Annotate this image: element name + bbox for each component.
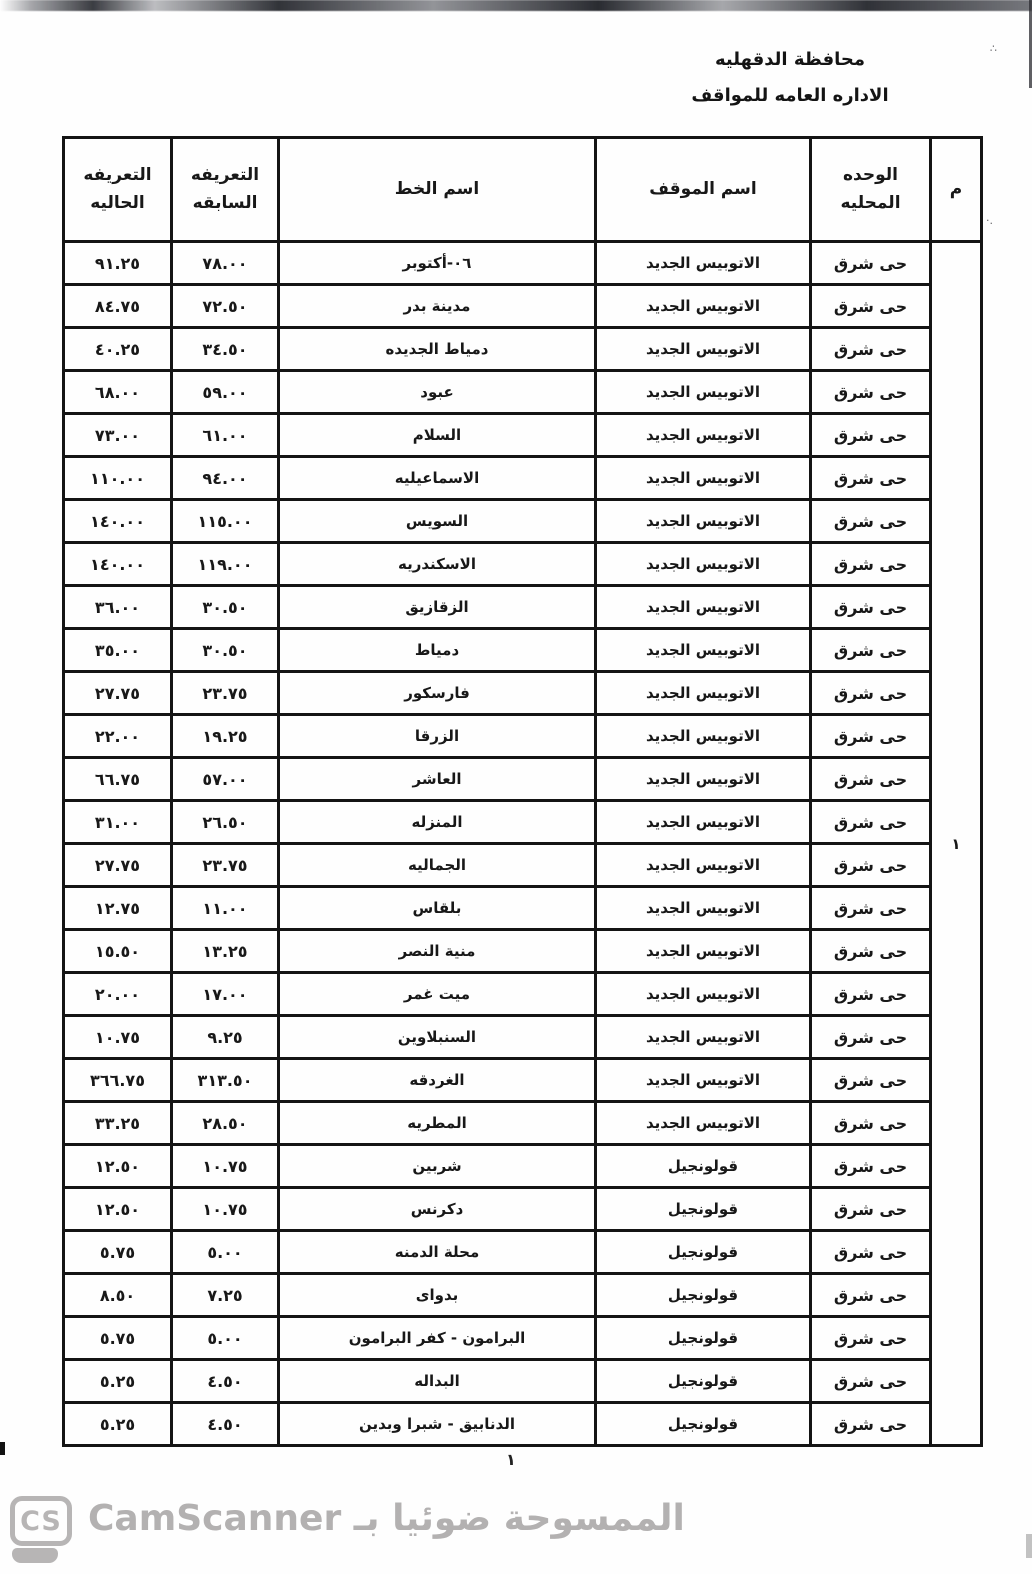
current-tariff-cell: ٨٤.٧٥	[64, 285, 172, 328]
previous-tariff-cell: ٢٣.٧٥	[172, 672, 279, 715]
line-name-cell: السويس	[279, 500, 596, 543]
current-tariff-cell: ٢٠.٠٠	[64, 973, 172, 1016]
previous-tariff-cell: ٧.٢٥	[172, 1274, 279, 1317]
table-row	[64, 457, 982, 500]
local-unit-cell: حى شرق	[811, 844, 931, 887]
table-row	[64, 242, 982, 285]
camscanner-logo-icon	[10, 1496, 74, 1562]
previous-tariff-cell: ٦١.٠٠	[172, 414, 279, 457]
station-name-cell: الاتوبيس الجديد	[596, 1016, 811, 1059]
local-unit-cell: حى شرق	[811, 930, 931, 973]
line-name-cell: السنبلاوين	[279, 1016, 596, 1059]
table-row	[64, 414, 982, 457]
table-row	[64, 1188, 982, 1231]
line-name-cell: منية النصر	[279, 930, 596, 973]
line-name-cell: الغردقه	[279, 1059, 596, 1102]
table-row	[64, 1059, 982, 1102]
scan-dark-band-artifact	[0, 0, 1032, 11]
current-tariff-cell: ٥.٢٥	[64, 1403, 172, 1446]
cs-logo-tab	[12, 1548, 58, 1563]
local-unit-cell: حى شرق	[811, 973, 931, 1016]
table-header-row	[64, 138, 982, 242]
local-unit-cell: حى شرق	[811, 1188, 931, 1231]
station-name-cell: الاتوبيس الجديد	[596, 973, 811, 1016]
current-tariff-cell: ١١٠.٠٠	[64, 457, 172, 500]
station-name-cell: قولونجيل	[596, 1188, 811, 1231]
local-unit-cell: حى شرق	[811, 758, 931, 801]
tariff-table	[62, 136, 983, 1447]
previous-tariff-cell: ١٩.٢٥	[172, 715, 279, 758]
previous-tariff-cell: ٣٠.٥٠	[172, 629, 279, 672]
row-index-cell: ١	[931, 242, 982, 1446]
local-unit-cell: حى شرق	[811, 629, 931, 672]
previous-tariff-cell: ٣٠.٥٠	[172, 586, 279, 629]
current-tariff-cell: ١٢.٥٠	[64, 1145, 172, 1188]
scan-speck-artifact	[1026, 1534, 1032, 1558]
table-row	[64, 1016, 982, 1059]
line-name-cell: الاسماعيليه	[279, 457, 596, 500]
local-unit-cell: حى شرق	[811, 1360, 931, 1403]
previous-tariff-cell: ١١.٠٠	[172, 887, 279, 930]
table-row	[64, 543, 982, 586]
local-unit-cell: حى شرق	[811, 242, 931, 285]
local-unit-cell: حى شرق	[811, 457, 931, 500]
line-name-cell: البداله	[279, 1360, 596, 1403]
line-name-cell: عبود	[279, 371, 596, 414]
station-name-cell: قولونجيل	[596, 1145, 811, 1188]
line-name-cell: المطريه	[279, 1102, 596, 1145]
station-name-cell: الاتوبيس الجديد	[596, 1059, 811, 1102]
current-tariff-cell: ٩١.٢٥	[64, 242, 172, 285]
current-tariff-cell: ٥.٧٥	[64, 1231, 172, 1274]
local-unit-cell: حى شرق	[811, 715, 931, 758]
previous-tariff-cell: ٥٧.٠٠	[172, 758, 279, 801]
previous-tariff-cell: ٧٢.٥٠	[172, 285, 279, 328]
local-unit-cell: حى شرق	[811, 328, 931, 371]
current-tariff-cell: ٦٦.٧٥	[64, 758, 172, 801]
station-name-cell: الاتوبيس الجديد	[596, 543, 811, 586]
station-name-cell: قولونجيل	[596, 1274, 811, 1317]
station-name-cell: الاتوبيس الجديد	[596, 887, 811, 930]
table-row	[64, 844, 982, 887]
line-name-cell: دمياط الجديده	[279, 328, 596, 371]
table-row	[64, 328, 982, 371]
station-name-cell: قولونجيل	[596, 1231, 811, 1274]
table-row	[64, 371, 982, 414]
table-row	[64, 1317, 982, 1360]
previous-tariff-cell: ٢٦.٥٠	[172, 801, 279, 844]
local-unit-cell: حى شرق	[811, 1145, 931, 1188]
line-name-cell: دكرنس	[279, 1188, 596, 1231]
local-unit-cell: حى شرق	[811, 1403, 931, 1446]
line-name-cell: الجماليه	[279, 844, 596, 887]
station-name-cell: الاتوبيس الجديد	[596, 414, 811, 457]
line-name-cell: الدنابيق - شبرا وبدين	[279, 1403, 596, 1446]
local-unit-cell: حى شرق	[811, 371, 931, 414]
station-name-cell: الاتوبيس الجديد	[596, 371, 811, 414]
local-unit-cell: حى شرق	[811, 1231, 931, 1274]
table-row	[64, 973, 982, 1016]
camscanner-watermark	[10, 1496, 685, 1562]
station-name-cell: قولونجيل	[596, 1403, 811, 1446]
current-tariff-cell: ٣١.٠٠	[64, 801, 172, 844]
current-tariff-cell: ٣٣.٢٥	[64, 1102, 172, 1145]
table-row	[64, 586, 982, 629]
col-header-station-name: اسم الموقف	[596, 138, 811, 242]
current-tariff-cell: ٧٣.٠٠	[64, 414, 172, 457]
line-name-cell: فارسكور	[279, 672, 596, 715]
previous-tariff-cell: ٥.٠٠	[172, 1317, 279, 1360]
station-name-cell: الاتوبيس الجديد	[596, 328, 811, 371]
line-name-cell: بدواى	[279, 1274, 596, 1317]
current-tariff-cell: ٣٥.٠٠	[64, 629, 172, 672]
previous-tariff-cell: ١٧.٠٠	[172, 973, 279, 1016]
line-name-cell: دمياط	[279, 629, 596, 672]
table-row	[64, 1145, 982, 1188]
previous-tariff-cell: ٩.٢٥	[172, 1016, 279, 1059]
scan-speck-artifact: ∴	[990, 42, 997, 55]
previous-tariff-cell: ١٠.٧٥	[172, 1145, 279, 1188]
table-row	[64, 887, 982, 930]
line-name-cell: الاسكندريه	[279, 543, 596, 586]
line-name-cell: المنزله	[279, 801, 596, 844]
cs-logo-box: CS	[10, 1496, 72, 1546]
col-header-local-unit: الوحده المحليه	[811, 138, 931, 242]
local-unit-cell: حى شرق	[811, 414, 931, 457]
governorate-title: محافظة الدقهليه	[715, 49, 865, 70]
line-name-cell: العاشر	[279, 758, 596, 801]
previous-tariff-cell: ٥.٠٠	[172, 1231, 279, 1274]
local-unit-cell: حى شرق	[811, 285, 931, 328]
station-name-cell: الاتوبيس الجديد	[596, 1102, 811, 1145]
table-row	[64, 801, 982, 844]
previous-tariff-cell: ٣١٣.٥٠	[172, 1059, 279, 1102]
current-tariff-cell: ٤٠.٢٥	[64, 328, 172, 371]
line-name-cell: شربين	[279, 1145, 596, 1188]
letterhead	[688, 42, 892, 114]
page-number: ١	[506, 1450, 516, 1469]
previous-tariff-cell: ٧٨.٠٠	[172, 242, 279, 285]
station-name-cell: الاتوبيس الجديد	[596, 586, 811, 629]
local-unit-cell: حى شرق	[811, 801, 931, 844]
previous-tariff-cell: ٩٤.٠٠	[172, 457, 279, 500]
table-row	[64, 1274, 982, 1317]
scan-speck-artifact	[0, 1442, 5, 1455]
line-name-cell: ميت غمر	[279, 973, 596, 1016]
col-header-current-tariff: التعريفه الحاليه	[64, 138, 172, 242]
local-unit-cell: حى شرق	[811, 1102, 931, 1145]
station-name-cell: الاتوبيس الجديد	[596, 457, 811, 500]
local-unit-cell: حى شرق	[811, 543, 931, 586]
line-name-cell: مدينة بدر	[279, 285, 596, 328]
local-unit-cell: حى شرق	[811, 1016, 931, 1059]
station-name-cell: الاتوبيس الجديد	[596, 672, 811, 715]
administration-title: الاداره العامه للمواقف	[691, 85, 889, 106]
station-name-cell: الاتوبيس الجديد	[596, 758, 811, 801]
col-header-index: م	[931, 138, 982, 242]
table-row	[64, 1231, 982, 1274]
previous-tariff-cell: ٤.٥٠	[172, 1360, 279, 1403]
table-row	[64, 285, 982, 328]
previous-tariff-cell: ١١٥.٠٠	[172, 500, 279, 543]
table-row	[64, 500, 982, 543]
current-tariff-cell: ١٠.٧٥	[64, 1016, 172, 1059]
table-row	[64, 1360, 982, 1403]
local-unit-cell: حى شرق	[811, 500, 931, 543]
line-name-cell: السلام	[279, 414, 596, 457]
station-name-cell: الاتوبيس الجديد	[596, 629, 811, 672]
table-row	[64, 672, 982, 715]
station-name-cell: قولونجيل	[596, 1317, 811, 1360]
previous-tariff-cell: ١٣.٢٥	[172, 930, 279, 973]
previous-tariff-cell: ٢٣.٧٥	[172, 844, 279, 887]
station-name-cell: الاتوبيس الجديد	[596, 500, 811, 543]
camscanner-watermark-text: الممسوحة ضوئيا بـ CamScanner	[88, 1498, 685, 1539]
previous-tariff-cell: ٣٤.٥٠	[172, 328, 279, 371]
current-tariff-cell: ٢٧.٧٥	[64, 844, 172, 887]
table-row	[64, 1102, 982, 1145]
current-tariff-cell: ١٤٠.٠٠	[64, 500, 172, 543]
line-name-cell: البرامون - كفر البرامون	[279, 1317, 596, 1360]
current-tariff-cell: ١٥.٥٠	[64, 930, 172, 973]
previous-tariff-cell: ١٠.٧٥	[172, 1188, 279, 1231]
line-name-cell: ٠٦-أكتوبر	[279, 242, 596, 285]
local-unit-cell: حى شرق	[811, 672, 931, 715]
local-unit-cell: حى شرق	[811, 586, 931, 629]
previous-tariff-cell: ٥٩.٠٠	[172, 371, 279, 414]
local-unit-cell: حى شرق	[811, 1317, 931, 1360]
previous-tariff-cell: ٢٨.٥٠	[172, 1102, 279, 1145]
local-unit-cell: حى شرق	[811, 1274, 931, 1317]
table-row	[64, 758, 982, 801]
station-name-cell: الاتوبيس الجديد	[596, 844, 811, 887]
previous-tariff-cell: ١١٩.٠٠	[172, 543, 279, 586]
current-tariff-cell: ٢٧.٧٥	[64, 672, 172, 715]
current-tariff-cell: ١٢.٥٠	[64, 1188, 172, 1231]
local-unit-cell: حى شرق	[811, 887, 931, 930]
col-header-line-name: اسم الخط	[279, 138, 596, 242]
station-name-cell: الاتوبيس الجديد	[596, 715, 811, 758]
current-tariff-cell: ٣٦٦.٧٥	[64, 1059, 172, 1102]
current-tariff-cell: ٥.٢٥	[64, 1360, 172, 1403]
current-tariff-cell: ٦٨.٠٠	[64, 371, 172, 414]
station-name-cell: الاتوبيس الجديد	[596, 242, 811, 285]
col-header-previous-tariff: التعريفه السابقه	[172, 138, 279, 242]
table-row	[64, 629, 982, 672]
current-tariff-cell: ٨.٥٠	[64, 1274, 172, 1317]
previous-tariff-cell: ٤.٥٠	[172, 1403, 279, 1446]
line-name-cell: الزرقا	[279, 715, 596, 758]
tariff-table-container	[62, 136, 983, 1447]
line-name-cell: محلة الدمنه	[279, 1231, 596, 1274]
local-unit-cell: حى شرق	[811, 1059, 931, 1102]
current-tariff-cell: ٣٦.٠٠	[64, 586, 172, 629]
current-tariff-cell: ٥.٧٥	[64, 1317, 172, 1360]
line-name-cell: الزقازيق	[279, 586, 596, 629]
station-name-cell: الاتوبيس الجديد	[596, 285, 811, 328]
scan-speck-artifact: ·.	[986, 214, 993, 227]
tariff-table-body	[64, 242, 982, 1446]
current-tariff-cell: ١٤٠.٠٠	[64, 543, 172, 586]
current-tariff-cell: ١٢.٧٥	[64, 887, 172, 930]
line-name-cell: بلقاس	[279, 887, 596, 930]
station-name-cell: الاتوبيس الجديد	[596, 801, 811, 844]
table-row	[64, 930, 982, 973]
station-name-cell: الاتوبيس الجديد	[596, 930, 811, 973]
station-name-cell: قولونجيل	[596, 1360, 811, 1403]
table-row	[64, 715, 982, 758]
table-row	[64, 1403, 982, 1446]
current-tariff-cell: ٢٢.٠٠	[64, 715, 172, 758]
